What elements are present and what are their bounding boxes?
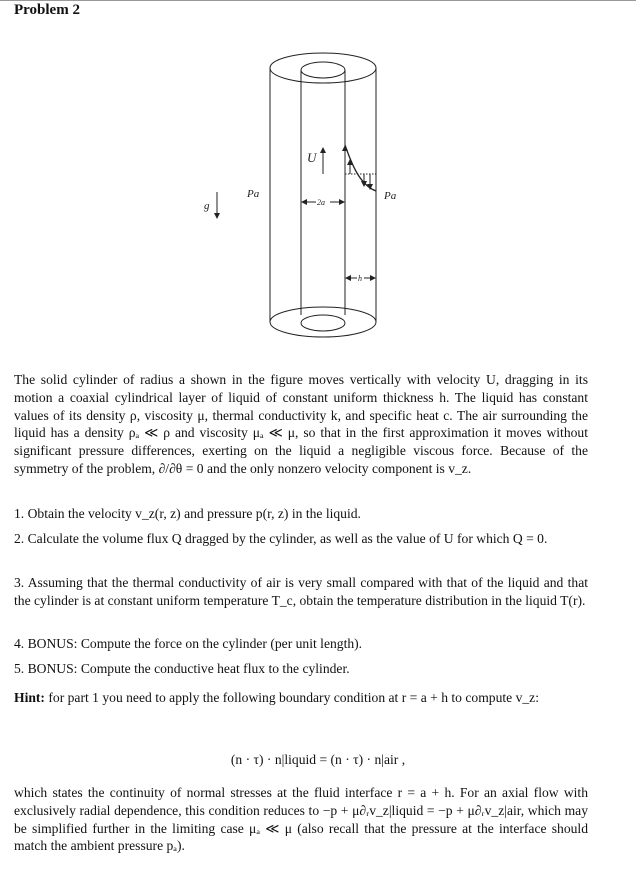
hint-paragraph [14,689,588,707]
cylinder-figure [0,0,636,360]
label-pa-right: Pa [384,190,397,202]
outer-bottom-ellipse [270,307,376,337]
question-2: 2. Calculate the volume flux Q dragged by the cylinder, as well as the value of U for which Q = 0. [14,531,548,546]
boundary-condition-equation: (n · τ) · n|liquid = (n · τ) · n|air , [230,752,406,767]
hint-label: Hint: [14,690,45,705]
question-3: 3. Assuming that the thermal conductivity of air is very small compared with that of the liquid and that the cylinder is at constant uniform temperature T_c, obtain the temperature distribution in the liquid T(r). [14,575,588,608]
label-pa-left: Pa [247,188,260,200]
label-h: h [358,274,362,283]
intro-paragraph: The solid cylinder of radius a shown in the figure moves vertically with velocity U, dragging in its motion a coaxial cylindrical layer of liquid of constant uniform thickness h. The liquid has constant values of its density ρ, viscosity μ, thermal conductivity k, and specific heat c. The air surrounding the liquid has a density ρₐ ≪ ρ and viscosity μₐ ≪ μ, so that in the first approximation it moves without significant pressure differences, exerting on the liquid a negligible viscous force. Because of the symmetry of the problem, ∂/∂θ = 0 and the only nonzero velocity component is v_z. [14,372,588,476]
question-4: 4. BONUS: Compute the force on the cylinder (per unit length). [14,636,363,651]
label-g: g [204,200,210,212]
question-5: 5. BONUS: Compute the conductive heat flux to the cylinder. [14,661,350,676]
problem-title: Problem 2 [14,2,80,18]
inner-bottom-ellipse [301,315,345,331]
question-1: 1. Obtain the velocity v_z(r, z) and pressure p(r, z) in the liquid. [14,506,361,521]
inner-top-ellipse [301,62,345,78]
closing-paragraph: which states the continuity of normal stresses at the fluid interface r = a + h. For an axial flow with exclusively radial dependence, this condition reduces to −p + μ∂ᵣv_z|liquid = −p + μ∂ᵣv_z|air, which may be simplified further in the limiting case μₐ ≪ μ (also recall that the pressure at the interface should match the ambient pressure pₐ). [14,785,588,854]
label-U: U [307,150,317,165]
label-2a: 2a [317,198,325,207]
hint-text: for part 1 you need to apply the following boundary condition at r = a + h to compute v_z: [44,690,539,705]
